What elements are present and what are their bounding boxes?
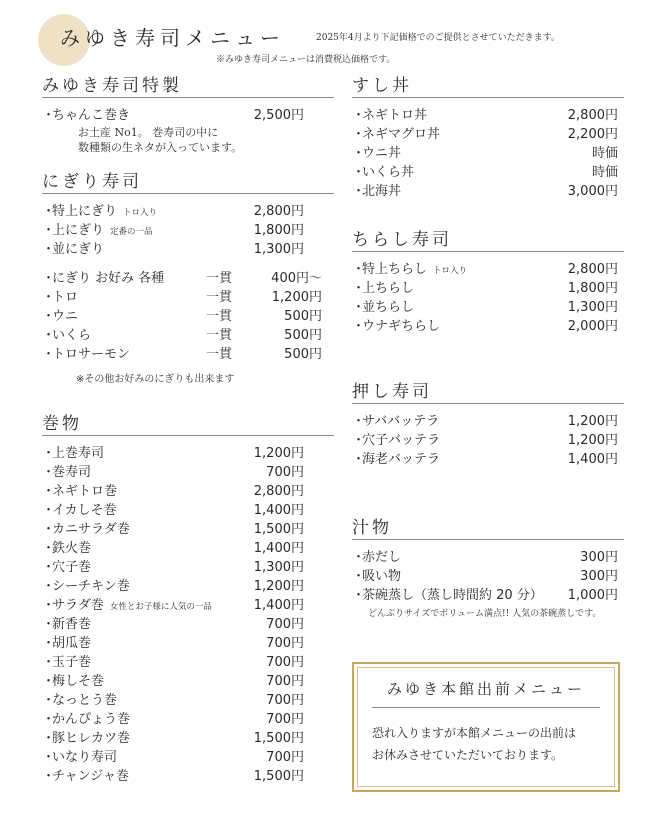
item-unit: 一貫 [206, 328, 233, 343]
item-description: 数種類の生ネタが入っています。 [78, 141, 243, 154]
item-note: トロ入り [123, 208, 158, 218]
item-price: 1,000円 [567, 588, 618, 603]
item-name: 豚ヒレカツ巻 [52, 731, 131, 746]
item-price: 400円〜 [271, 271, 322, 286]
delivery-line: 恐れ入りますが本館メニューの出前は [372, 726, 577, 740]
item-price: 2,800円 [567, 262, 618, 277]
menu-item: ・特上ちらし トロ入り 2,800円 [352, 262, 618, 277]
section-title: にぎり寿司 [42, 170, 334, 194]
item-price: 2,200円 [567, 127, 618, 142]
item-name: ちゃんこ巻き [52, 108, 131, 123]
item-price: 2,800円 [567, 108, 618, 123]
item-unit: 一貫 [206, 290, 233, 305]
menu-item: ・並ちらし 1,300円 [352, 300, 618, 315]
item-name: にぎり お好み 各種 [52, 271, 165, 286]
item-name: 穴子バッテラ [362, 433, 441, 448]
item-name: 北海丼 [362, 184, 402, 199]
item-unit: 一貫 [206, 347, 233, 362]
menu-item: ・赤だし 300円 [352, 550, 618, 565]
item-name: カニサラダ巻 [52, 522, 130, 537]
item-name: ネギトロ丼 [362, 108, 428, 123]
item-price: 2,000円 [567, 319, 618, 334]
menu-item: ・ちゃんこ巻き 2,500円 [42, 108, 304, 123]
menu-item: ・トロサーモン 一貫 500円 [42, 347, 322, 362]
item-price: 700円 [266, 617, 304, 632]
item-price: 1,300円 [253, 560, 304, 575]
item-name: 玉子巻 [52, 655, 92, 670]
section-shiru [352, 516, 624, 619]
shiru-footnote: どんぶりサイズでボリューム満点!! 人気の茶碗蒸しです。 [368, 609, 602, 619]
menu-item: ・上巻寿司 1,200円 [42, 446, 304, 461]
item-name: 赤だし [362, 550, 402, 565]
item-name: 胡瓜巻 [52, 636, 92, 651]
item-note: トロ入り [433, 266, 468, 276]
item-price: 700円 [266, 636, 304, 651]
item-name: トロサーモン [52, 347, 131, 362]
item-name: 特上にぎり [52, 204, 118, 219]
item-price: 700円 [266, 712, 304, 727]
item-price: 1,200円 [567, 414, 618, 429]
item-price: 3,000円 [567, 184, 618, 199]
menu-item: ・サラダ巻 女性とお子様に人気の一品 1,400円 [42, 598, 304, 613]
item-note: 女性とお子様に人気の一品 [109, 602, 212, 612]
menu-item: ・胡瓜巻 700円 [42, 636, 304, 651]
item-name: イカしそ巻 [52, 503, 117, 518]
item-name: 並ちらし [362, 300, 415, 315]
menu-item: ・海老バッテラ 1,400円 [352, 452, 618, 467]
section-nigiri [42, 170, 334, 385]
item-name: 巻寿司 [52, 465, 92, 480]
item-unit: 一貫 [206, 309, 233, 324]
item-price: 700円 [266, 693, 304, 708]
menu-item: ・特上にぎり トロ入り 2,800円 [42, 204, 304, 219]
menu-item: ・上にぎり 定番の一品 1,800円 [42, 223, 304, 238]
menu-item: ・ウニ 一貫 500円 [42, 309, 322, 324]
item-price: 500円 [284, 347, 322, 362]
item-price: 1,500円 [253, 731, 304, 746]
item-price: 700円 [266, 655, 304, 670]
item-price: 1,500円 [253, 522, 304, 537]
item-price: 1,300円 [567, 300, 618, 315]
item-name: ウナギちらし [362, 319, 441, 334]
item-price: 1,200円 [253, 579, 304, 594]
item-name: 鉄火巻 [52, 541, 92, 556]
section-chirashi [352, 228, 624, 336]
section-sushidon [352, 74, 624, 201]
menu-item: ・玉子巻 700円 [42, 655, 304, 670]
delivery-notice-box [352, 662, 620, 792]
item-price: 1,800円 [567, 281, 618, 296]
menu-item: ・上ちらし 1,800円 [352, 281, 618, 296]
item-price: 700円 [266, 465, 304, 480]
item-name: 特上ちらし [362, 262, 428, 277]
menu-item: ・ネギマグロ丼 2,200円 [352, 127, 618, 142]
page-title: みゆき寿司メニュー [60, 26, 285, 50]
section-oshi [352, 380, 624, 469]
section-maki [42, 412, 334, 786]
menu-item: ・いくら丼 時価 [352, 165, 618, 180]
section-title: 巻物 [42, 412, 334, 436]
item-price: 時価 [591, 146, 618, 161]
menu-item: ・梅しそ巻 700円 [42, 674, 304, 689]
menu-item: ・巻寿司 700円 [42, 465, 304, 480]
delivery-line: お休みさせていただいております。 [372, 748, 564, 762]
item-description: お土産 No1。 巻寿司の中に [78, 126, 219, 139]
item-price: 500円 [284, 309, 322, 324]
item-name: 吸い物 [362, 569, 402, 584]
menu-item: ・シーチキン巻 1,200円 [42, 579, 304, 594]
item-name: シーチキン巻 [52, 579, 130, 594]
item-price: 1,200円 [253, 446, 304, 461]
item-name: 梅しそ巻 [52, 674, 105, 689]
item-name: ウニ [52, 309, 79, 324]
menu-item: ・豚ヒレカツ巻 1,500円 [42, 731, 304, 746]
menu-item: ・カニサラダ巻 1,500円 [42, 522, 304, 537]
item-name: かんぴょう巻 [52, 712, 131, 727]
menu-item: ・いくら 一貫 500円 [42, 328, 322, 343]
item-price: 1,400円 [567, 452, 618, 467]
item-price: 2,800円 [253, 484, 304, 499]
menu-item: ・なっとう巻 700円 [42, 693, 304, 708]
tax-notice: ※みゆき寿司メニューは消費税込価格です。 [216, 55, 396, 65]
menu-item: ・北海丼 3,000円 [352, 184, 618, 199]
item-price: 1,400円 [253, 503, 304, 518]
item-name: なっとう巻 [52, 693, 118, 708]
menu-item: ・かんぴょう巻 700円 [42, 712, 304, 727]
item-price: 1,800円 [253, 223, 304, 238]
item-name: 上にぎり [52, 223, 105, 238]
item-name: 穴子巻 [52, 560, 92, 575]
menu-item: ・チャンジャ巻 1,500円 [42, 769, 304, 784]
item-note: 定番の一品 [110, 227, 153, 237]
item-name: 茶碗蒸し（蒸し時間約 20 分） [362, 588, 543, 603]
menu-item: ・吸い物 300円 [352, 569, 618, 584]
menu-item: ・茶碗蒸し（蒸し時間約 20 分） 1,000円 [352, 588, 618, 603]
menu-item: ・トロ 一貫 1,200円 [42, 290, 322, 305]
item-price: 1,300円 [253, 242, 304, 257]
section-title: 押し寿司 [352, 380, 624, 404]
section-title: ちらし寿司 [352, 228, 624, 252]
section-title: みゆき寿司特製 [42, 74, 334, 98]
item-name: ネギマグロ丼 [362, 127, 441, 142]
menu-item: ・ウニ丼 時価 [352, 146, 618, 161]
item-name: いなり寿司 [52, 750, 118, 765]
item-name: 海老バッテラ [362, 452, 441, 467]
item-name: サラダ巻 [52, 598, 104, 613]
item-price: 300円 [580, 569, 618, 584]
menu-item: ・並にぎり 1,300円 [42, 242, 304, 257]
item-name: 新香巻 [52, 617, 92, 632]
item-unit: 一貫 [206, 271, 233, 286]
item-name: チャンジャ巻 [52, 769, 130, 784]
section-title: すし丼 [352, 74, 624, 98]
delivery-message [372, 722, 606, 766]
item-price: 700円 [266, 750, 304, 765]
menu-item: ・イカしそ巻 1,400円 [42, 503, 304, 518]
item-price: 2,500円 [253, 108, 304, 123]
item-name: 上ちらし [362, 281, 415, 296]
item-price: 2,800円 [253, 204, 304, 219]
section-title: 汁物 [352, 516, 624, 540]
item-name: 並にぎり [52, 242, 105, 257]
menu-item: ・ネギトロ丼 2,800円 [352, 108, 618, 123]
nigiri-footnote: ※その他お好みのにぎりも出来ます [76, 374, 235, 385]
menu-item: ・ウナギちらし 2,000円 [352, 319, 618, 334]
item-price: 500円 [284, 328, 322, 343]
item-name: トロ [52, 290, 79, 305]
section-special [42, 74, 334, 155]
menu-item: ・穴子バッテラ 1,200円 [352, 433, 618, 448]
price-notice: 2025年4月より下記価格でのご提供とさせていただきます。 [316, 33, 560, 43]
menu-item: ・鉄火巻 1,400円 [42, 541, 304, 556]
delivery-title: みゆき本館出前メニュー [372, 678, 600, 708]
menu-item: ・穴子巻 1,300円 [42, 560, 304, 575]
item-price: 時価 [591, 165, 618, 180]
item-name: 上巻寿司 [52, 446, 105, 461]
item-name: いくら丼 [362, 165, 415, 180]
item-price: 1,200円 [567, 433, 618, 448]
menu-item: ・サババッテラ 1,200円 [352, 414, 618, 429]
item-price: 1,500円 [253, 769, 304, 784]
item-price: 700円 [266, 674, 304, 689]
item-price: 1,200円 [271, 290, 322, 305]
item-name: サババッテラ [362, 414, 440, 429]
item-name: いくら [52, 328, 92, 343]
item-price: 300円 [580, 550, 618, 565]
item-price: 1,400円 [253, 541, 304, 556]
menu-item: ・ネギトロ巻 2,800円 [42, 484, 304, 499]
item-name: ウニ丼 [362, 146, 402, 161]
menu-item: ・にぎり お好み 各種 一貫 400円〜 [42, 271, 322, 286]
menu-item: ・いなり寿司 700円 [42, 750, 304, 765]
menu-item: ・新香巻 700円 [42, 617, 304, 632]
item-price: 1,400円 [253, 598, 304, 613]
item-name: ネギトロ巻 [52, 484, 118, 499]
